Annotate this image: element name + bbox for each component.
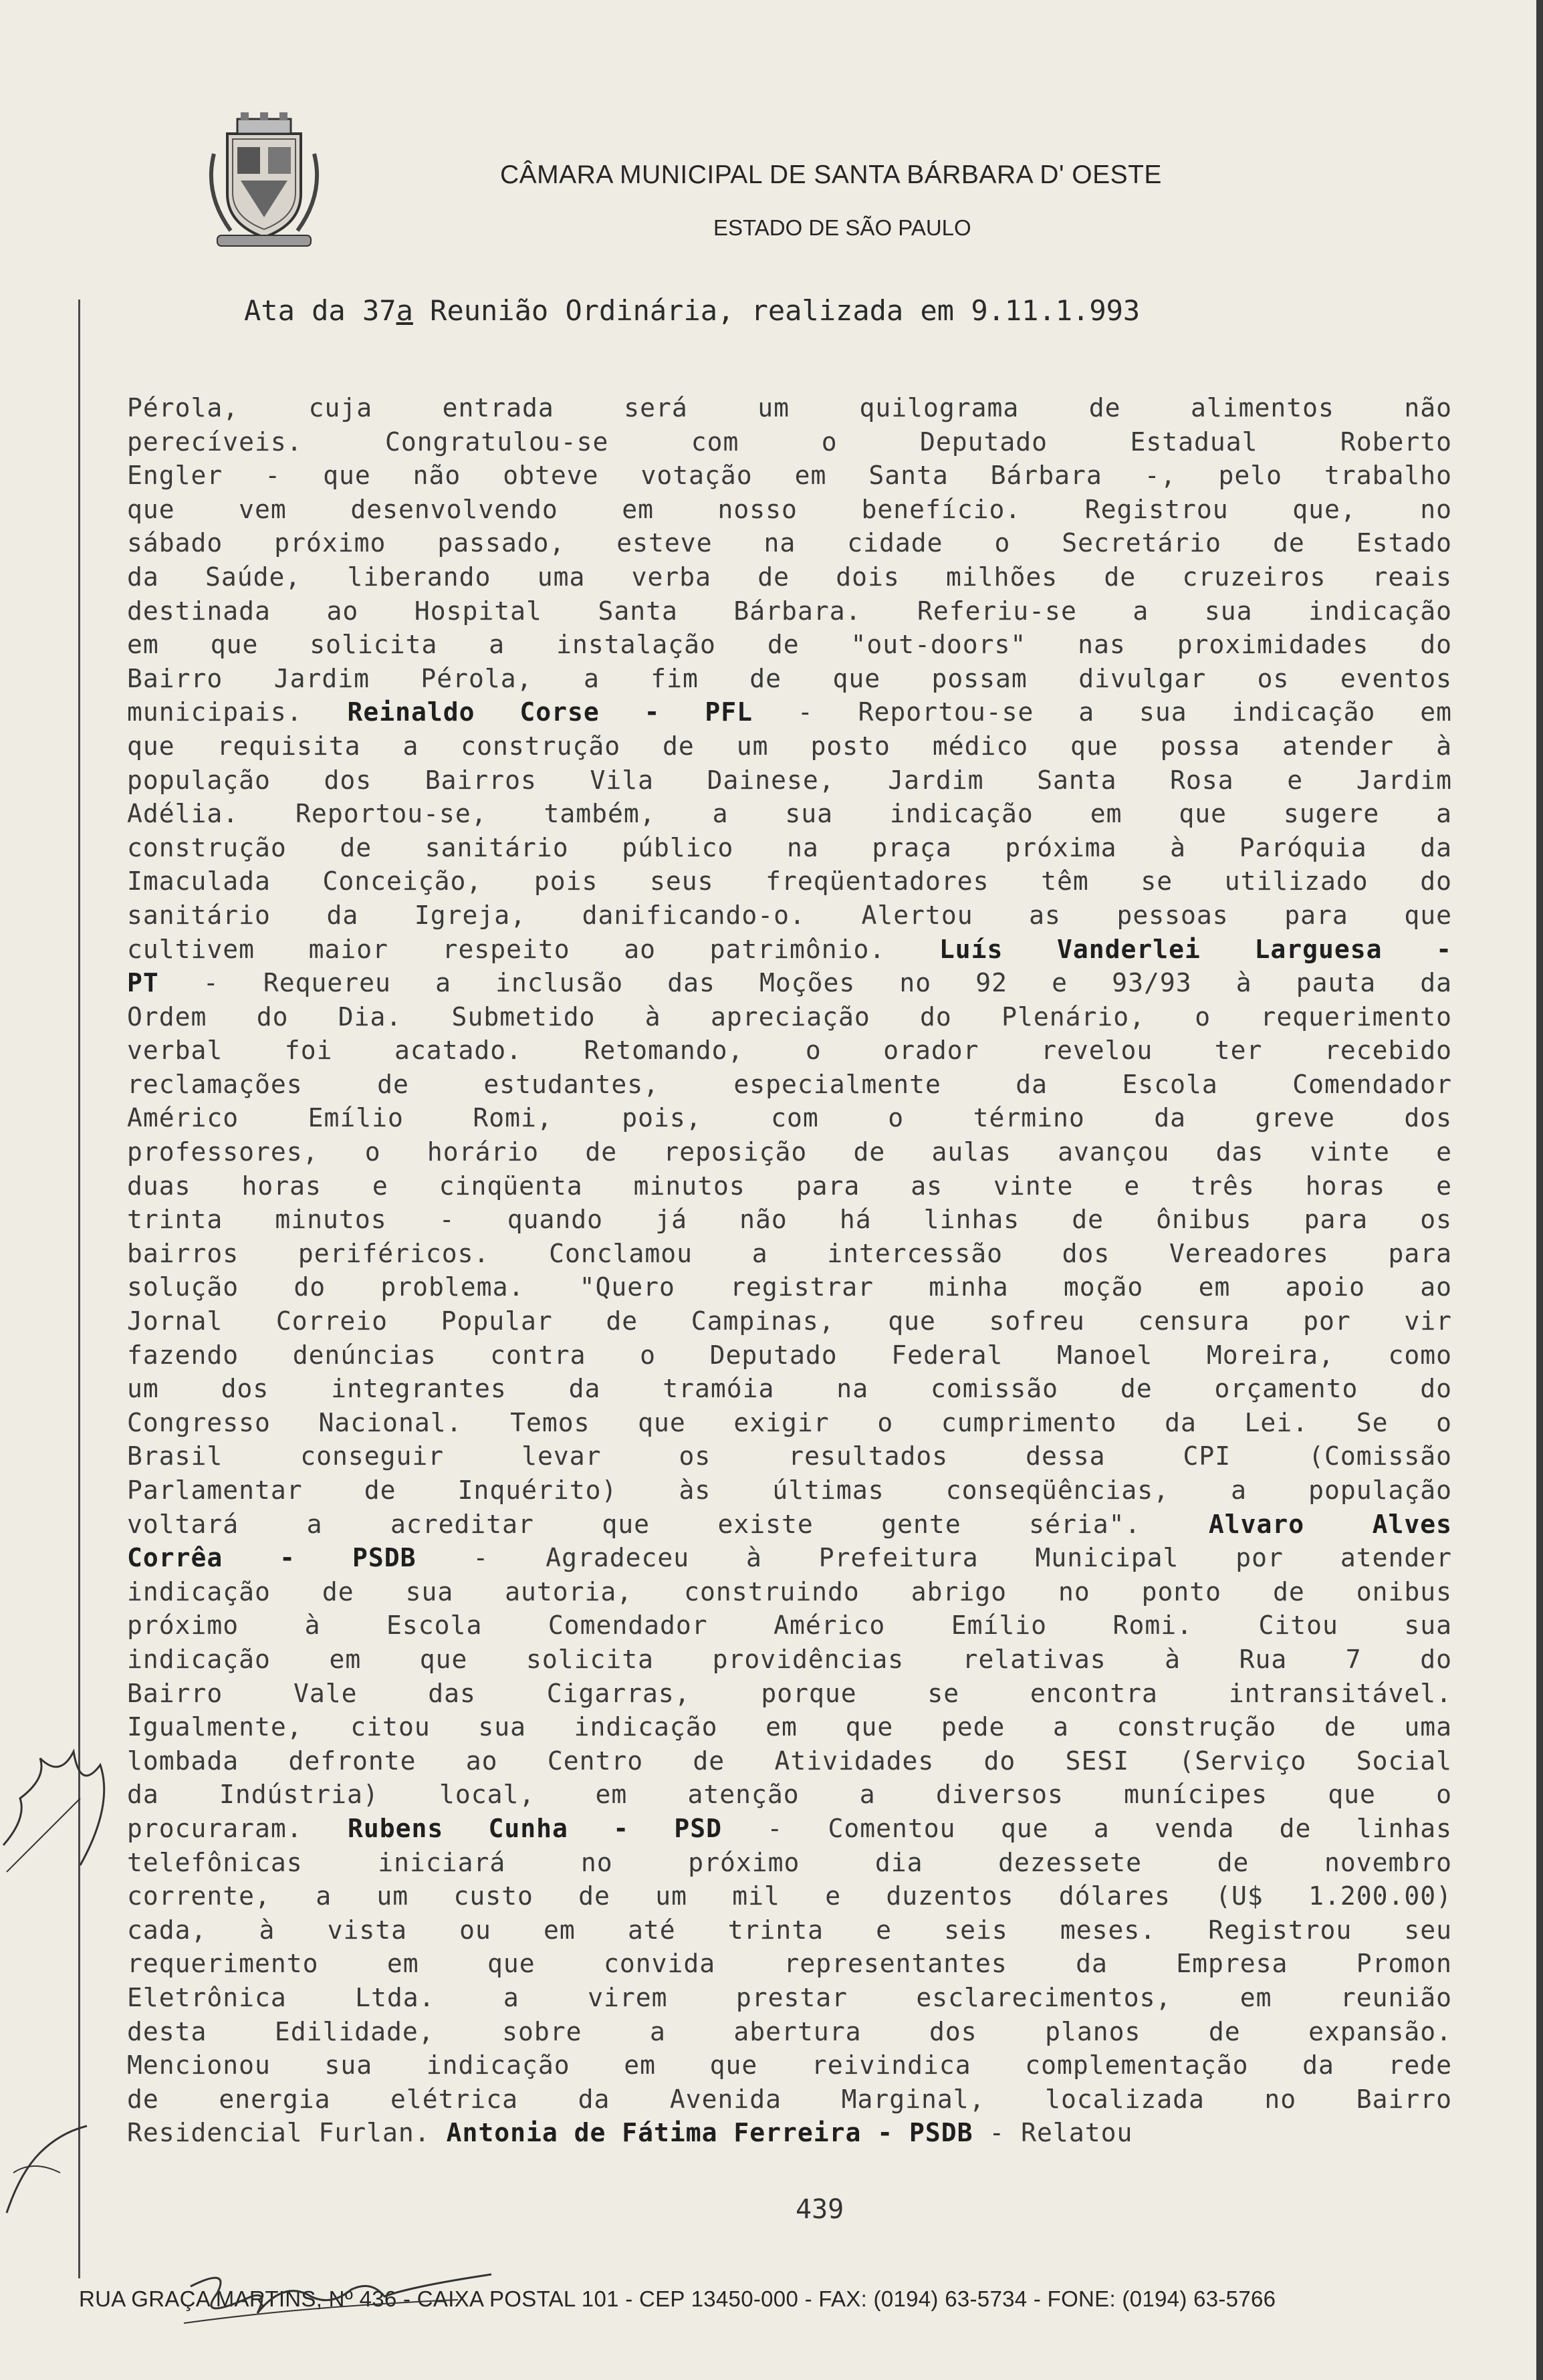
body-line: Américo Emílio Romi, pois, com o término da greve dos bbox=[127, 1103, 1452, 1133]
body-line: da Indústria) local, em atenção a diversos munícipes que o bbox=[127, 1780, 1452, 1810]
body-line-text: - Agradeceu à Prefeitura Municipal por atender bbox=[416, 1543, 1452, 1573]
body-line: Congresso Nacional. Temos que exigir o cumprimento da Lei. Se o bbox=[127, 1407, 1452, 1437]
body-line: Pérola, cuja entrada será um quilograma de alimentos não bbox=[127, 393, 1452, 423]
body-line: lombada defronte ao Centro de Atividades do SESI (Serviço Social bbox=[127, 1746, 1452, 1776]
body-line: construção de sanitário público na praça próxima à Paróquia da bbox=[127, 832, 1452, 862]
body-line: cada, à vista ou em até trinta e seis meses. Registrou seu bbox=[127, 1915, 1452, 1945]
municipal-coat-of-arms-icon bbox=[201, 107, 328, 251]
body-line: professores, o horário de reposição de aulas avançou das vinte e bbox=[127, 1137, 1452, 1167]
speaker-name: Luís Vanderlei Larguesa - bbox=[939, 934, 1452, 964]
body-line: que vem desenvolvendo em nosso benefício. Registrou que, no bbox=[127, 494, 1452, 524]
body-line-text: - Relatou bbox=[973, 2118, 1133, 2148]
minutes-body bbox=[127, 391, 1452, 2150]
body-line: sábado próximo passado, esteve na cidade o Secretário de Estado bbox=[127, 528, 1452, 558]
body-line bbox=[127, 2116, 1452, 2150]
speaker-name: Alvaro Alves bbox=[1208, 1509, 1452, 1539]
body-line: bairros periféricos. Conclamou a intercessão dos Vereadores para bbox=[127, 1238, 1452, 1268]
body-line: Parlamentar de Inquérito) às últimas conseqüências, a população bbox=[127, 1475, 1452, 1505]
body-line-text: cultivem maior respeito ao patrimônio. bbox=[127, 934, 939, 964]
minutes-title-rest: Reunião Ordinária, realizada em 9.11.1.993 bbox=[412, 294, 1141, 327]
body-line: Imaculada Conceição, pois seus freqüentadores têm se utilizado do bbox=[127, 866, 1452, 897]
speaker-name: Reinaldo Corse - PFL bbox=[347, 697, 753, 727]
minutes-title bbox=[244, 294, 1140, 327]
body-line: desta Edilidade, sobre a abertura dos planos de expansão. bbox=[127, 2016, 1452, 2046]
body-line: duas horas e cinqüenta minutos para as vinte e três horas e bbox=[127, 1171, 1452, 1201]
body-line: Ordem do Dia. Submetido à apreciação do Plenário, o requerimento bbox=[127, 1001, 1452, 1032]
body-line-text: - Reportou-se a sua indicação em bbox=[753, 697, 1452, 727]
body-line-text: procuraram. bbox=[127, 1813, 348, 1843]
page-edge bbox=[1536, 0, 1543, 2380]
institution-name: CÂMARA MUNICIPAL DE SANTA BÁRBARA D' OESTE bbox=[500, 160, 1162, 189]
body-line bbox=[127, 1812, 1452, 1846]
state-name: ESTADO DE SÃO PAULO bbox=[713, 215, 971, 240]
body-line: fazendo denúncias contra o Deputado Federal Manoel Moreira, como bbox=[127, 1340, 1452, 1370]
body-line bbox=[127, 695, 1452, 729]
body-line: verbal foi acatado. Retomando, o orador revelou ter recebido bbox=[127, 1036, 1452, 1066]
body-line: Bairro Vale das Cigarras, porque se encontra intransitável. bbox=[127, 1678, 1452, 1708]
body-line: sanitário da Igreja, danificando-o. Alertou as pessoas para que bbox=[127, 900, 1452, 930]
body-line: trinta minutos - quando já não há linhas de ônibus para os bbox=[127, 1205, 1452, 1235]
body-line: de energia elétrica da Avenida Marginal, localizada no Bairro bbox=[127, 2084, 1452, 2114]
body-line: corrente, a um custo de um mil e duzentos dólares (U$ 1.200.00) bbox=[127, 1881, 1452, 1911]
body-line: próximo à Escola Comendador Américo Emílio Romi. Citou sua bbox=[127, 1611, 1452, 1641]
body-line: Igualmente, citou sua indicação em que pede a construção de uma bbox=[127, 1712, 1452, 1742]
body-line-text: municipais. bbox=[127, 697, 348, 727]
body-line: Eletrônica Ltda. a virem prestar esclarecimentos, em reunião bbox=[127, 1982, 1452, 2012]
body-line: da Saúde, liberando uma verba de dois milhões de cruzeiros reais bbox=[127, 562, 1452, 592]
footer-address: RUA GRAÇA MARTINS, Nº 436 - CAIXA POSTAL 101 - CEP 13450-000 - FAX: (0194) 63-5734 - FONE: (0194) 63-5766 bbox=[79, 2286, 1276, 2311]
body-line: em que solicita a instalação de "out-doors" nas proximidades do bbox=[127, 630, 1452, 660]
body-line: que requisita a construção de um posto médico que possa atender à bbox=[127, 731, 1452, 761]
body-line bbox=[127, 966, 1452, 1000]
body-line: solução do problema. "Quero registrar minha moção em apoio ao bbox=[127, 1272, 1452, 1302]
page-number: 439 bbox=[796, 2194, 844, 2225]
body-line: um dos integrantes da tramóia na comissão de orçamento do bbox=[127, 1374, 1452, 1404]
body-line: requerimento em que convida representantes da Empresa Promon bbox=[127, 1949, 1452, 1979]
body-line bbox=[127, 1508, 1452, 1542]
minutes-title-ordinal: a bbox=[396, 294, 413, 327]
body-line: população dos Bairros Vila Dainese, Jardim Santa Rosa e Jardim bbox=[127, 765, 1452, 795]
body-line: indicação de sua autoria, construindo abrigo no ponto de onibus bbox=[127, 1576, 1452, 1606]
body-line-text: - Requereu a inclusão das Moções no 92 e 93/93 à pauta da bbox=[158, 968, 1452, 998]
left-margin-rule bbox=[78, 300, 80, 2278]
speaker-name: PT bbox=[127, 968, 159, 998]
body-line: Mencionou sua indicação em que reivindica complementação da rede bbox=[127, 2050, 1452, 2080]
body-line: Brasil conseguir levar os resultados dessa CPI (Comissão bbox=[127, 1441, 1452, 1471]
body-line-text: voltará a acreditar que existe gente séria". bbox=[127, 1509, 1209, 1539]
body-line bbox=[127, 1541, 1452, 1575]
margin-rubric-1 bbox=[0, 1738, 120, 1885]
body-line bbox=[127, 933, 1452, 967]
body-line: Bairro Jardim Pérola, a fim de que possam divulgar os eventos bbox=[127, 663, 1452, 693]
body-line: indicação em que solicita providências relativas à Rua 7 do bbox=[127, 1644, 1452, 1674]
body-line: Jornal Correio Popular de Campinas, que sofreu censura por vir bbox=[127, 1306, 1452, 1336]
body-line-text: - Comentou que a venda de linhas bbox=[722, 1813, 1452, 1843]
speaker-name: Rubens Cunha - PSD bbox=[347, 1813, 723, 1843]
handwritten-signature bbox=[170, 2260, 505, 2333]
speaker-name: Corrêa - PSDB bbox=[127, 1543, 417, 1573]
body-line-text: Residencial Furlan. bbox=[127, 2118, 447, 2148]
body-line: Engler - que não obteve votação em Santa Bárbara -, pelo trabalho bbox=[127, 461, 1452, 491]
body-line: destinada ao Hospital Santa Bárbara. Referiu-se a sua indicação bbox=[127, 596, 1452, 626]
body-line: Adélia. Reportou-se, também, a sua indicação em que sugere a bbox=[127, 799, 1452, 829]
body-line: reclamações de estudantes, especialmente da Escola Comendador bbox=[127, 1069, 1452, 1099]
body-line: perecíveis. Congratulou-se com o Deputado Estadual Roberto bbox=[127, 427, 1452, 457]
minutes-title-prefix: Ata da 37 bbox=[244, 294, 396, 327]
speaker-name: Antonia de Fátima Ferreira - PSDB bbox=[446, 2118, 973, 2148]
margin-rubric-2 bbox=[0, 2072, 94, 2220]
body-line: telefônicas iniciará no próximo dia dezessete de novembro bbox=[127, 1847, 1452, 1877]
